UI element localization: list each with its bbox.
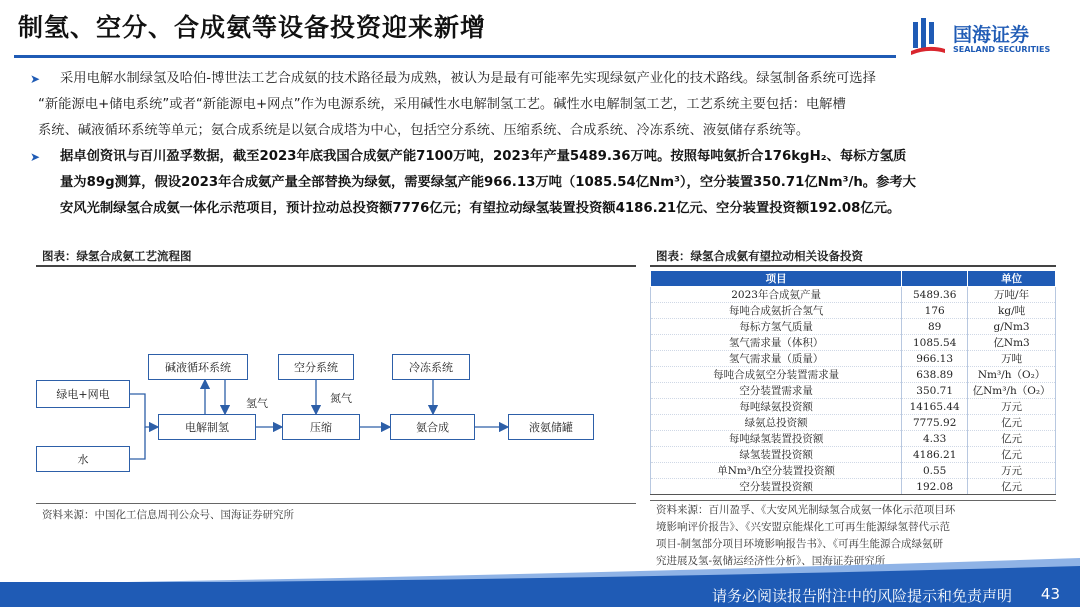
page-title: 制氢、空分、合成氨等设备投资迎来新增 <box>18 13 487 42</box>
footer-wave-decoration <box>0 558 1080 584</box>
table-cell-item: 每标方氢气质量 <box>651 319 902 335</box>
table-cell-value: 4.33 <box>902 431 968 447</box>
table-source-line: 境影响评价报告》、《兴安盟京能煤化工可再生能源绿氢替代示范 <box>656 521 950 533</box>
alkali-loop-box: 碱液循环系统 <box>148 354 248 380</box>
table-cell-value: 5489.36 <box>902 287 968 303</box>
table-cell-unit: 亿元 <box>968 415 1056 431</box>
electrolysis-box: 电解制氢 <box>158 414 256 440</box>
table-cell-value: 350.71 <box>902 383 968 399</box>
bullet-line: 系统、碱液循环系统等单元；氨合成系统是以氨合成塔为中心，包括空分系统、压缩系统、合成系统、冷冻系统、液氨储存系统等。 <box>38 123 810 138</box>
table-cell-unit: 亿元 <box>968 479 1056 495</box>
table-cell-item: 绿氢装置投资额 <box>651 447 902 463</box>
table-row <box>651 319 1056 335</box>
liquid-ammonia-storage-box: 液氨储罐 <box>508 414 594 440</box>
ammonia-synthesis-box: 氨合成 <box>390 414 475 440</box>
arrow-bullet-icon: ➤ <box>30 72 41 86</box>
footer-bar <box>0 582 1080 607</box>
table-cell-value: 638.89 <box>902 367 968 383</box>
title-divider <box>14 55 896 58</box>
arrow-bullet-icon: ➤ <box>30 150 41 164</box>
table-row <box>651 463 1056 479</box>
sealand-logo-icon <box>911 18 945 56</box>
table-row <box>651 447 1056 463</box>
table-cell-item: 氢气需求量（质量） <box>651 351 902 367</box>
nitrogen-label: 氮气 <box>330 392 352 405</box>
flow-top-rule <box>36 265 636 267</box>
table-header-row <box>651 271 1056 287</box>
green-power-box: 绿电+网电 <box>36 380 130 408</box>
table-cell-value: 0.55 <box>902 463 968 479</box>
table-cell-item: 2023年合成氨产量 <box>651 287 902 303</box>
table-cell-unit: 亿元 <box>968 431 1056 447</box>
table-row <box>651 399 1056 415</box>
table-cell-unit: kg/吨 <box>968 303 1056 319</box>
table-cell-unit: 万元 <box>968 463 1056 479</box>
table-source-line: 资料来源：百川盈孚、《大安风光制绿氢合成氨一体化示范项目环 <box>656 504 956 516</box>
table-cell-value: 192.08 <box>902 479 968 495</box>
table-row <box>651 431 1056 447</box>
table-cell-value: 966.13 <box>902 351 968 367</box>
table-cell-value: 89 <box>902 319 968 335</box>
table-source-line: 项目-制氢部分项目环境影响报告书》、《可再生能源合成绿氨研 <box>656 538 944 550</box>
table-cell-unit: 万吨/年 <box>968 287 1056 303</box>
bullet-line: “新能源电+储电系统”或者“新能源电+网点”作为电源系统，采用碱性水电解制氢工艺。碱性水电解制氢工艺，工艺系统主要包括：电解槽 <box>38 97 846 112</box>
water-box: 水 <box>36 446 130 472</box>
table-cell-item: 每吨合成氨空分装置需求量 <box>651 367 902 383</box>
bullet-item <box>30 66 1050 144</box>
table-title: 图表：绿氢合成氨有望拉动相关设备投资 <box>656 249 863 263</box>
bullet-line: 据卓创资讯与百川盈孚数据，截至2023年底我国合成氨产能7100万吨，2023年产量5489.36万吨。按照每吨氨折合176kgH₂、每标方氢质 <box>60 149 907 164</box>
hydrogen-label: 氢气 <box>246 397 268 410</box>
table-row <box>651 383 1056 399</box>
bullet-line: 量为89g测算，假设2023年合成氨产量全部替换为绿氨，需要绿氢产能966.13万吨（1085.54亿Nm³），空分装置350.71亿Nm³/h。参考大 <box>60 175 916 190</box>
table-cell-unit: 万吨 <box>968 351 1056 367</box>
bullet-item <box>30 144 1050 222</box>
flow-source: 资料来源：中国化工信息周刊公众号、国海证券研究所 <box>42 509 294 521</box>
freeze-system-box: 冷冻系统 <box>392 354 470 380</box>
header-item: 项目 <box>651 271 902 287</box>
header-unit: 单位 <box>968 271 1056 287</box>
table-cell-item: 绿氨总投资额 <box>651 415 902 431</box>
table-cell-item: 空分装置需求量 <box>651 383 902 399</box>
process-flow-diagram <box>30 268 630 503</box>
page-number: 43 <box>1040 585 1060 603</box>
bullet-line: 安风光制绿氢合成氨一体化示范项目，预计拉动总投资额7776亿元；有望拉动绿氢装置投资额4186.21亿元、空分装置投资额192.08亿元。 <box>60 201 901 216</box>
table-cell-item: 每吨绿氢装置投资额 <box>651 431 902 447</box>
table-bottom-rule <box>650 500 1056 501</box>
flow-chart-title: 图表：绿氢合成氨工艺流程图 <box>42 249 192 263</box>
table-cell-value: 176 <box>902 303 968 319</box>
company-logo <box>905 18 1065 60</box>
bullet-list <box>30 66 1050 222</box>
table-cell-item: 每吨合成氨折合氢气 <box>651 303 902 319</box>
air-separation-box: 空分系统 <box>278 354 354 380</box>
table-row <box>651 303 1056 319</box>
table-cell-unit: g/Nm3 <box>968 319 1056 335</box>
table-cell-unit: 亿Nm³/h（O₂） <box>968 383 1056 399</box>
investment-table <box>650 270 1056 495</box>
table-cell-item: 单Nm³/h空分装置投资额 <box>651 463 902 479</box>
table-source-line: 究进展及氢-氨储运经济性分析》、国海证券研究所 <box>656 555 886 567</box>
table-cell-value: 7775.92 <box>902 415 968 431</box>
compress-box: 压缩 <box>282 414 360 440</box>
bullet-line: 采用电解水制绿氢及哈伯-博世法工艺合成氨的技术路径最为成熟，被认为是最有可能率先实现绿氨产业化的技术路线。绿氢制备系统可选择 <box>60 71 876 86</box>
logo-text-en: SEALAND SECURITIES <box>953 45 1051 54</box>
flow-bottom-rule <box>36 503 636 504</box>
table-row <box>651 287 1056 303</box>
table-row <box>651 335 1056 351</box>
table-cell-unit: 亿元 <box>968 447 1056 463</box>
table-cell-item: 氢气需求量（体积） <box>651 335 902 351</box>
table-row <box>651 479 1056 495</box>
table-cell-value: 1085.54 <box>902 335 968 351</box>
header-value <box>902 271 968 287</box>
table-cell-unit: 万元 <box>968 399 1056 415</box>
table-cell-value: 14165.44 <box>902 399 968 415</box>
table-row <box>651 415 1056 431</box>
table-cell-item: 空分装置投资额 <box>651 479 902 495</box>
table-row <box>651 351 1056 367</box>
table-top-rule <box>650 265 1056 267</box>
table-cell-unit: Nm³/h（O₂） <box>968 367 1056 383</box>
logo-text-cn: 国海证券 <box>953 24 1030 46</box>
footer-disclaimer: 请务必阅读报告附注中的风险提示和免责声明 <box>711 587 1012 605</box>
table-cell-item: 每吨绿氨投资额 <box>651 399 902 415</box>
table-row <box>651 367 1056 383</box>
table-cell-value: 4186.21 <box>902 447 968 463</box>
table-cell-unit: 亿Nm3 <box>968 335 1056 351</box>
